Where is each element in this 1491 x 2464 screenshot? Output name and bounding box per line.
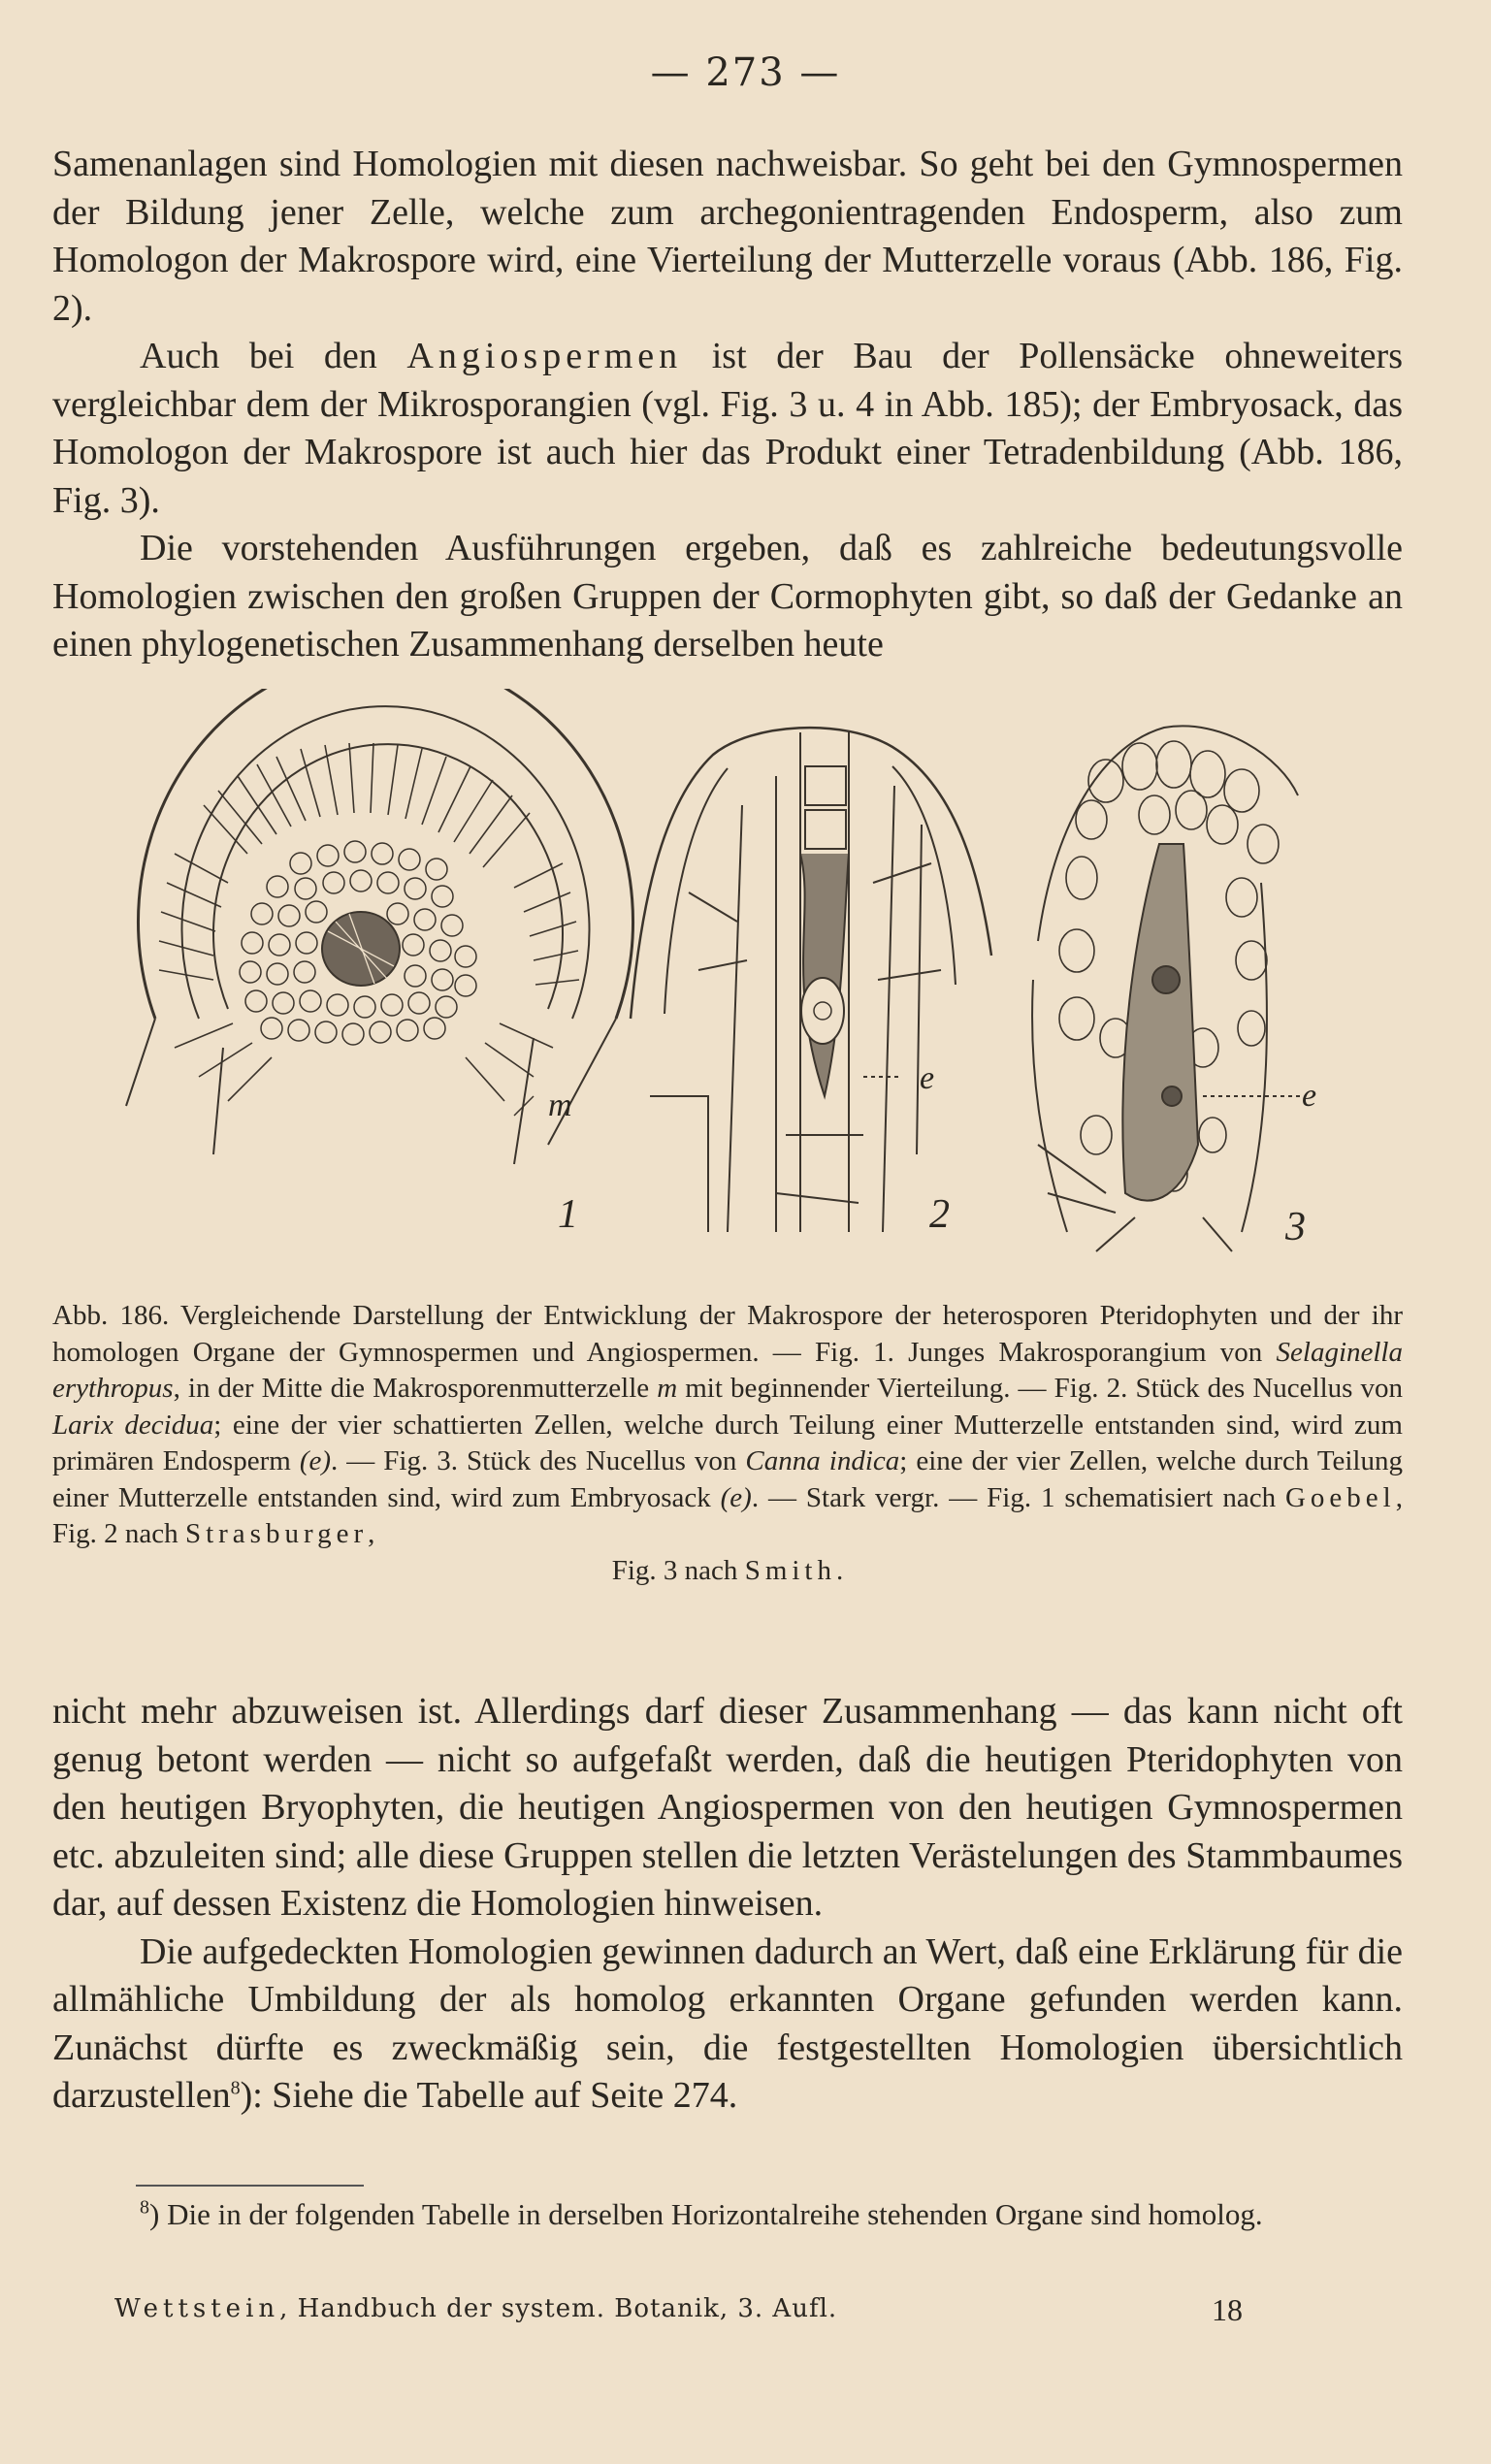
footnote-marker: 8 (140, 2196, 149, 2219)
fig3-nucellus-drawing (1032, 726, 1300, 1251)
paragraph: Die vorstehenden Ausführungen ergeben, daß es zahlreiche bedeutungsvolle Homologien zwischen den großen Gruppen der Cormophyten gibt, so daß der Gedanke an einen phylogenetischen Zusammenhang derselben heute (52, 528, 1403, 665)
species-name: Larix decidua (52, 1409, 214, 1441)
spaced-term: Angiospermen (406, 336, 683, 376)
caption-text: Abb. 186. Vergleichende Darstellung der Entwicklung der Makrospore der heterosporen Pteridophyten und der ihr homologen Organe der Gymnospermen und Angiospermen. — Fig. 1. Junges Makrosporangium von Selaginella erythropus, in der Mitte die Makrosporenmutterzelle m mit beginnender Vierteilung. — Fig. 2. Stück des Nucellus von Larix decidua; eine der vier schattierten Zellen, welche durch Teilung einer Mutterzelle entstanden sind, wird zum primären Endosperm (e). — Fig. 3. Stück des Nucellus von Canna indica; eine der vier Zellen, welche durch Teilung einer Mutterzelle entstanden sind, wird zum Embryosack (e). — Stark vergr. — Fig. 1 schematisiert nach Goebel, Fig. 2 nach Strasburger, (52, 1300, 1403, 1549)
fig1-m-label: m (548, 1087, 572, 1123)
paragraph: Die aufgedeckten Homologien gewinnen dadurch an Wert, daß eine Erklärung für die allmähliche Umbildung der als homolog erkannten Organe gefunden werden kann. Zunächst dürfte es zweckmäßig sein, die festgestellten Homologien übersichtlich darzustellen$^8$): Siehe die Tabelle auf Seite 274. (52, 1930, 1403, 2116)
footnote-reference[interactable]: 8 (230, 2077, 241, 2099)
fig3-e-label: e (1302, 1078, 1317, 1114)
species-name: Canna indica (745, 1445, 900, 1476)
figure-caption (52, 1298, 1403, 1589)
paragraph: nicht mehr abzuweisen ist. Allerdings darf dieser Zusammenhang — das kann nicht oft genug betont werden — nicht so aufgefaßt werden, daß die heutigen Pteridophyten von den heutigen Bryophyten, die heutigen Angiospermen von den heutigen Gymnospermen etc. abzuleiten sind; alle diese Gruppen stellen die letzten Verästelungen des Stammbaumes dar, auf dessen Existenz die Homologien hinweisen. (52, 1691, 1403, 1924)
author-name: Goebel (1284, 1481, 1396, 1513)
fig2-e-label: e (920, 1060, 935, 1096)
species-name: Selaginella erythropus (52, 1336, 1403, 1404)
footnote-divider (136, 2185, 364, 2187)
author-name: Strasburger (184, 1518, 369, 1549)
fig1-number-label: 1 (558, 1192, 578, 1237)
sheet-number: 18 (1212, 2292, 1243, 2327)
body-text-top (52, 141, 1403, 669)
fig3-number-label: 3 (1285, 1205, 1306, 1249)
fig2-nucellus-drawing (631, 728, 991, 1232)
author-name: Smith (744, 1554, 836, 1586)
caption-last-line: Fig. 3 nach Smith. (611, 1554, 844, 1586)
figure-abb-186 (107, 689, 1358, 1276)
body-text-bottom (52, 1688, 1403, 2121)
footnote: $^8$) Die in der folgenden Tabelle in derselben Horizontalreihe stehenden Organe sind homolog. (140, 2196, 1263, 2231)
paragraph: Samenanlagen sind Homologien mit diesen nachweisbar. So geht bei den Gymnospermen der Bildung jener Zelle, welche zum archegonientragenden Endosperm, also zum Homologon der Makrospore wird, eine Vierteilung der Mutterzelle voraus (Abb. 186, Fig. 2). (52, 144, 1403, 329)
printer-signature: Wettstein, Handbuch der system. Botanik, 3. Aufl. (114, 2294, 838, 2323)
fig2-number-label: 2 (929, 1192, 950, 1237)
paragraph: Auch bei den Angiospermen ist der Bau der Pollensäcke ohneweiters vergleichbar dem der Mikrosporangien (vgl. Fig. 3 u. 4 in Abb. 185); der Embryosack, das Homologon der Makrospore ist auch hier das Produkt einer Tetradenbildung (Abb. 186, Fig. 3). (52, 336, 1403, 521)
page-number: — 273 — (650, 50, 841, 95)
